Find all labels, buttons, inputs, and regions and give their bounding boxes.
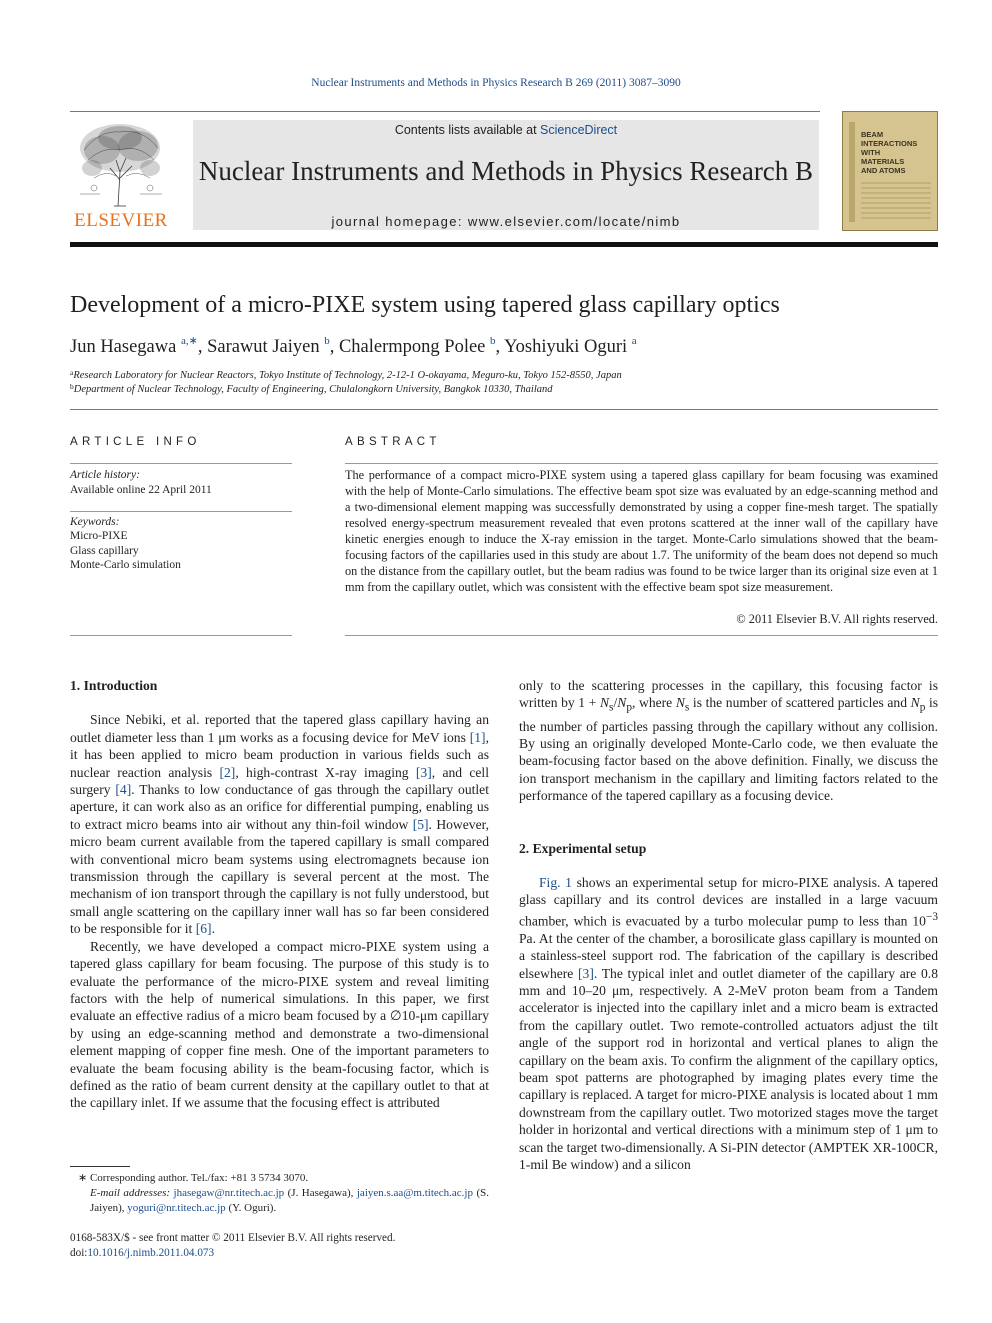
- affiliation-a: [70, 368, 938, 381]
- body-paragraph: [70, 711, 489, 937]
- article-info-rule: [70, 511, 292, 512]
- author-name[interactable]: Yoshiyuki Oguri: [504, 337, 628, 357]
- doi-link[interactable]: 10.1016/j.nimb.2011.04.073: [87, 1246, 215, 1259]
- reference-link[interactable]: jhasegaw@nr.titech.ac.jp: [173, 1187, 285, 1199]
- body-column-right: [519, 677, 938, 1173]
- article-info-rule: [70, 463, 292, 464]
- article-info-rule: [70, 635, 292, 636]
- doi-line: [70, 1246, 489, 1261]
- body-paragraph: [70, 938, 489, 1112]
- keyword-item: Glass capillary: [70, 544, 139, 557]
- text-run: . The typical inlet and outlet diameter of the capillary are 0.8 mm and 10–20 μm, respectively. A 2-MeV proton beam from a Tandem accelerator is injected into the capillary inlet and a micro beam is extracted from the capillary outlet. Two remote-controlled actuators adjust the tilt angle of the support rod in horizontal and vertical planes to align the capillary on the beam axis. To confirm the alignment of the capillary optics, beam spot patterns are photographed by imaging plates every time the capillary is replaced. A target for micro-PIXE analysis is located about 1 mm downstream from the capillary outlet. Two motorized stages move the target holder in horizontal and vertical directions with a minimum step of 1 μm to scan the target two-dimensionally. A Si-PIN detector (AMPTEK XR-100CR, 1-mil Be window) and a silicon: [519, 965, 938, 1172]
- text-run: (S. Jaiyen),: [90, 1187, 489, 1214]
- affiliation-marker: a: [70, 368, 74, 377]
- text-run: Pa. At the center of the chamber, a borosilicate glass capillary is mounted on a stainless-steel support rod. The fabrication of the capillary is described elsewhere: [519, 930, 938, 981]
- author-separator: ,: [197, 337, 208, 357]
- header-divider: [70, 409, 938, 410]
- reference-link[interactable]: Fig. 1: [539, 874, 572, 890]
- keyword-item: Monte-Carlo simulation: [70, 559, 181, 572]
- text-run: , it has been applied to micro beam production in various fields such as nuclear reaction analysis: [70, 729, 489, 780]
- affiliation-text: Department of Nuclear Technology, Faculty of Engineering, Chulalongkorn University, Bangkok 10330, Thailand: [73, 384, 553, 395]
- reference-link[interactable]: [5]: [412, 816, 429, 832]
- reference-link[interactable]: [1]: [469, 729, 486, 745]
- masthead-bottom-rule: [70, 242, 938, 247]
- abstract-rule: [345, 635, 938, 636]
- contents-prefix: Contents lists available at: [394, 123, 541, 137]
- subscript: s: [684, 702, 690, 715]
- page-footer: [70, 1231, 489, 1260]
- text-run: . Thanks to low conductance of gas through the capillary outlet aperture, it can work also as an orifice for differential pumping, enabling us to extract micro beams into air without any thin-foil window: [70, 782, 489, 832]
- keywords: [70, 515, 292, 573]
- footnote-rule: [70, 1166, 130, 1167]
- subscript: p: [919, 702, 926, 715]
- sciencedirect-link[interactable]: ScienceDirect: [540, 123, 618, 137]
- text-run: /: [613, 695, 618, 711]
- body-paragraph: [519, 677, 938, 805]
- article-title: Development of a micro-PIXE system using tapered glass capillary optics: [70, 292, 780, 318]
- text-run: , high-contrast X-ray imaging: [235, 764, 416, 780]
- author-affiliation-marker[interactable]: b: [490, 335, 496, 347]
- history-value: Available online 22 April 2011: [70, 484, 212, 496]
- text-run: , where: [632, 695, 676, 711]
- text-run: Since Nebiki, et al. reported that the tapered glass capillary having an outlet diameter less than 1 μm works as a focusing device for MeV ions: [70, 712, 489, 745]
- reference-link[interactable]: [2]: [219, 764, 236, 780]
- section-heading-introduction: 1. Introduction: [70, 678, 158, 693]
- article-info-heading: ARTICLE INFO: [70, 436, 201, 448]
- reference-link[interactable]: [3]: [578, 965, 594, 981]
- email-label: E-mail addresses:: [90, 1187, 171, 1199]
- issn-line: 0168-583X/$ - see front matter © 2011 Elsevier B.V. All rights reserved.: [70, 1232, 396, 1244]
- italic-text: N: [599, 695, 610, 711]
- reference-link[interactable]: yoguri@nr.titech.ac.jp: [127, 1202, 226, 1214]
- history-label: Article history:: [70, 469, 140, 481]
- subscript: p: [626, 702, 632, 715]
- journal-cover-thumbnail[interactable]: [842, 111, 938, 231]
- author-name[interactable]: Jun Hasegawa: [70, 337, 177, 357]
- text-run: .: [211, 921, 215, 937]
- author-list: [70, 334, 938, 358]
- italic-text: N: [910, 695, 920, 711]
- journal-banner: [193, 120, 819, 230]
- subscript: s: [609, 702, 614, 715]
- reference-link[interactable]: [3]: [415, 764, 432, 780]
- keywords-label: Keywords:: [70, 516, 120, 528]
- cover-pattern: [861, 182, 931, 222]
- running-head[interactable]: Nuclear Instruments and Methods in Physics Research B 269 (2011) 3087–3090: [311, 77, 681, 89]
- email-addresses: [70, 1186, 489, 1216]
- elsevier-tree-icon: [70, 120, 172, 208]
- text-run: (Y. Oguri).: [225, 1202, 277, 1214]
- body-paragraph: [519, 874, 938, 1173]
- journal-name: Nuclear Instruments and Methods in Physics Research B: [198, 156, 814, 186]
- text-run: shows an experimental setup for micro-PIXE analysis. A tapered glass capillary and its control devices are installed in a large vacuum chamber, which is evacuated by a turbo molecular pump to less than 10: [519, 874, 938, 929]
- abstract-copyright: © 2011 Elsevier B.V. All rights reserved.: [736, 612, 938, 626]
- author-separator: ,: [495, 337, 505, 357]
- elsevier-logo[interactable]: [70, 120, 172, 232]
- footnotes: [70, 1171, 489, 1216]
- cover-spine: [849, 122, 855, 222]
- cover-title: BEAM INTERACTIONS WITH MATERIALS AND ATOMS: [861, 130, 918, 175]
- keyword-item: Micro-PIXE: [70, 530, 128, 543]
- author-separator: ,: [329, 337, 339, 357]
- abstract-text: The performance of a compact micro-PIXE system using a tapered glass capillary for beam focusing was examined with the help of Monte-Carlo simulations. The effective beam spot size was evaluated by an edge-scanning method and a two-dimensional element mapping was successfully demonstrated by using a copper fine-mesh target. The spatially resolved energy-spectrum measurement revealed that even protons scattered at the inner wall of the capillary have kinetic energies enough to induce the X-ray emission in the target. Monte-Carlo simulations showed that the beam-focusing factors of the capillaries used in this study are about 1.7. The uniformity of the beam does not depend so much on the distance from the capillary outlet, but the beam radius was found to be twice larger than its original size even at 1 mm from the capillary outlet, which was consistent with the effective beam spot size measurement.: [345, 468, 938, 594]
- author-name[interactable]: Chalermpong Polee: [338, 337, 486, 357]
- abstract-heading: ABSTRACT: [345, 436, 441, 448]
- text-run: , and cell surgery: [70, 764, 489, 798]
- author-affiliation-marker[interactable]: b: [324, 335, 330, 347]
- elsevier-wordmark: ELSEVIER: [74, 210, 168, 231]
- reference-link[interactable]: [6]: [195, 921, 212, 937]
- text-run: is the number of particles passing through the capillary without any collision. By using an originally developed Monte-Carlo code, we then evaluate the beam-focusing factor based on the above definition. Finally, we discuss the ion transport mechanism in the capillary and limiting factors related to the performance of the tapered capillary as a focusing device.: [519, 695, 939, 804]
- author-name[interactable]: Sarawut Jaiyen: [207, 337, 320, 357]
- affiliation-b: [70, 382, 938, 395]
- reference-link[interactable]: [4]: [115, 782, 132, 798]
- affiliation-marker: b: [70, 382, 74, 391]
- italic-text: N: [675, 695, 685, 711]
- italic-text: N: [617, 695, 627, 711]
- affiliation-text: Research Laboratory for Nuclear Reactors, Tokyo Institute of Technology, 2-12-1 O-okayama, Meguro-ku, Tokyo 152-8550, Japan: [73, 370, 622, 381]
- contents-line: [193, 123, 819, 137]
- superscript: −3: [925, 910, 938, 923]
- author-affiliation-marker[interactable]: a: [631, 335, 637, 347]
- text-run: Recently, we have developed a compact micro-PIXE system using a tapered glass capillary for beam focusing. The purpose of this study is to evaluate the performance of the micro-PIXE system and reveal limiting factors with the help of numerical simulations. In this paper, we first evaluate an effective radius of a micro beam focused by a ∅10-μm capillary by using an edge-scanning method and demonstrate a two-dimensional element mapping of copper fine mesh. One of the important parameters to evaluate the beam focusing ability is the beam-focusing factor, which is defined as the ratio of beam current density at the capillary outlet to that at the capillary inlet. If we assume that the focusing effect is attributed: [70, 938, 489, 1111]
- text-run: . However, micro beam current available from the tapered capillary is small compared with conventional micro beam systems using electromagnets because ion transmission through the capillary is several percent at the most. The mechanism of ion transport through the capillary is not fully understood, but small angle scattering on the capillary inner wall has so far been considered to be responsible for it: [70, 816, 489, 937]
- text-run: (J. Hasegawa),: [284, 1187, 357, 1199]
- corresponding-author-note: ∗ Corresponding author. Tel./fax: +81 3 5734 3070.: [78, 1172, 309, 1184]
- article-history: [70, 468, 292, 498]
- abstract-rule: [345, 463, 938, 464]
- text-run: only to the scattering processes in the capillary, this focusing factor is written by 1 +: [519, 678, 938, 711]
- section-heading-experimental-setup: 2. Experimental setup: [519, 840, 647, 856]
- body-column-left: [70, 677, 489, 1112]
- masthead-top-rule: [70, 111, 820, 112]
- journal-homepage[interactable]: journal homepage: www.elsevier.com/locate/nimb: [331, 214, 681, 229]
- reference-link[interactable]: jaiyen.s.aa@m.titech.ac.jp: [356, 1187, 473, 1199]
- text-run: is the number of scattered particles and: [689, 695, 911, 711]
- doi-prefix: doi:: [70, 1246, 88, 1259]
- author-affiliation-marker[interactable]: a,∗: [180, 335, 198, 347]
